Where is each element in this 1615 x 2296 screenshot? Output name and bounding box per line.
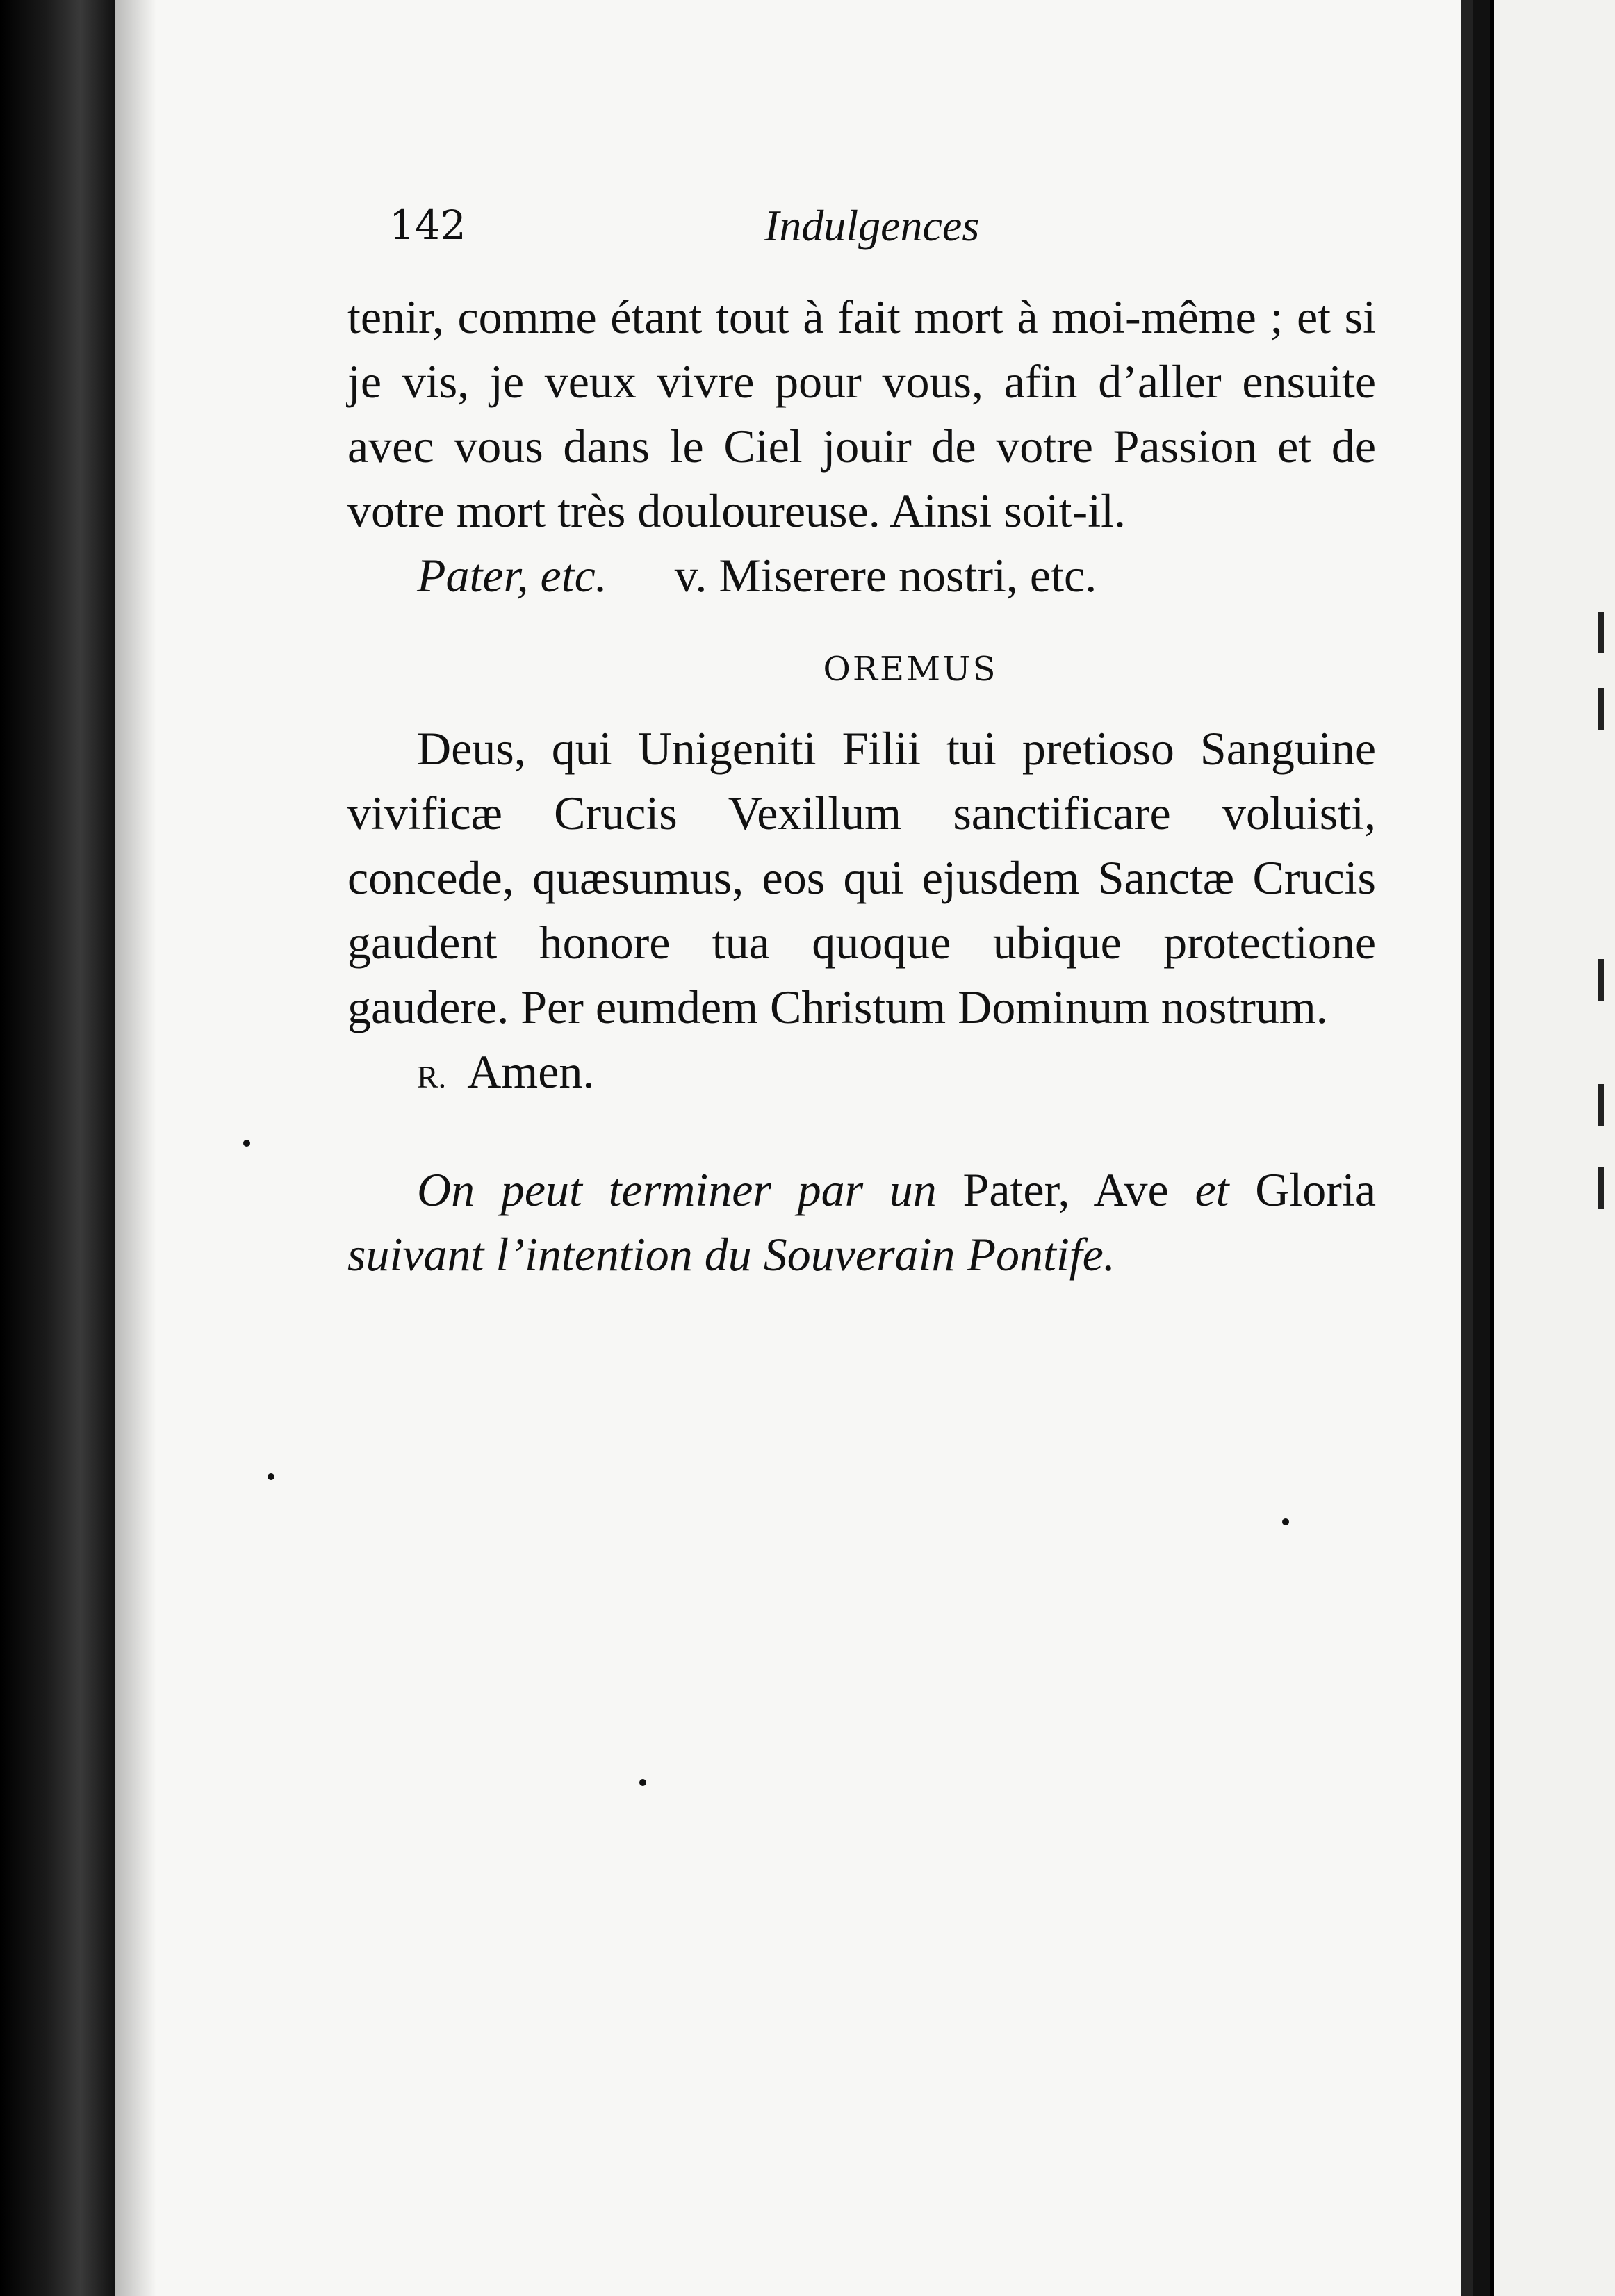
versicle-mark: v. bbox=[674, 549, 707, 602]
closing-rubric bbox=[347, 1158, 1376, 1287]
speck bbox=[639, 1779, 646, 1786]
ghost-text-mark bbox=[1598, 612, 1604, 653]
response-text: Amen. bbox=[467, 1045, 595, 1098]
adjacent-page-edge bbox=[1490, 0, 1615, 2296]
pater-text: Pater, etc. bbox=[417, 549, 607, 602]
speck bbox=[243, 1140, 250, 1147]
page-edge-shadow bbox=[1473, 0, 1490, 2296]
paragraph-prayer-end: tenir, comme étant tout à fait mort à moi-même ; et si je vis, je veux vivre pour vous, afin d’aller ensuite avec vous dans le Ciel jouir de votre Passion et de votre mort très douloureuse. Ainsi soit-il. bbox=[347, 290, 1376, 537]
versicle-text: Miserere nostri, etc. bbox=[719, 549, 1097, 602]
speck bbox=[268, 1473, 274, 1480]
ghost-text-mark bbox=[1598, 959, 1604, 1001]
ghost-text-mark bbox=[1598, 1167, 1604, 1209]
page-number: 142 bbox=[389, 202, 466, 249]
ghost-text-mark bbox=[1598, 1084, 1604, 1126]
book-spine-shadow bbox=[0, 0, 115, 2296]
response-line bbox=[347, 1040, 1376, 1109]
rubric-roman-2: Gloria bbox=[1229, 1163, 1376, 1216]
rubric-italic-2: et bbox=[1195, 1163, 1229, 1216]
pater-versicle-line bbox=[347, 543, 1376, 608]
ghost-text-mark bbox=[1598, 688, 1604, 730]
latin-prayer: Deus, qui Unigeniti Filii tui pretioso Sanguine vivificæ Crucis Vexillum sanctificare voluisti, concede, quæsumus, eos qui ejusdem Sanctæ Crucis gaudent honore tua quoque ubique protectione gaudere. Per eumdem Christum Dominum nostrum. bbox=[347, 722, 1376, 1033]
page-text bbox=[347, 181, 1376, 1334]
oremus-heading: OREMUS bbox=[823, 650, 998, 689]
rubric-italic-3: suivant l’intention du Souverain Pontife. bbox=[347, 1228, 1115, 1281]
rubric-roman-1: Pater, Ave bbox=[936, 1163, 1195, 1216]
page-header bbox=[347, 181, 1376, 285]
speck bbox=[1282, 1518, 1289, 1525]
response-mark: R. bbox=[417, 1059, 447, 1094]
running-head: Indulgences bbox=[764, 201, 980, 250]
rubric-italic-1: On peut terminer par un bbox=[417, 1163, 937, 1216]
